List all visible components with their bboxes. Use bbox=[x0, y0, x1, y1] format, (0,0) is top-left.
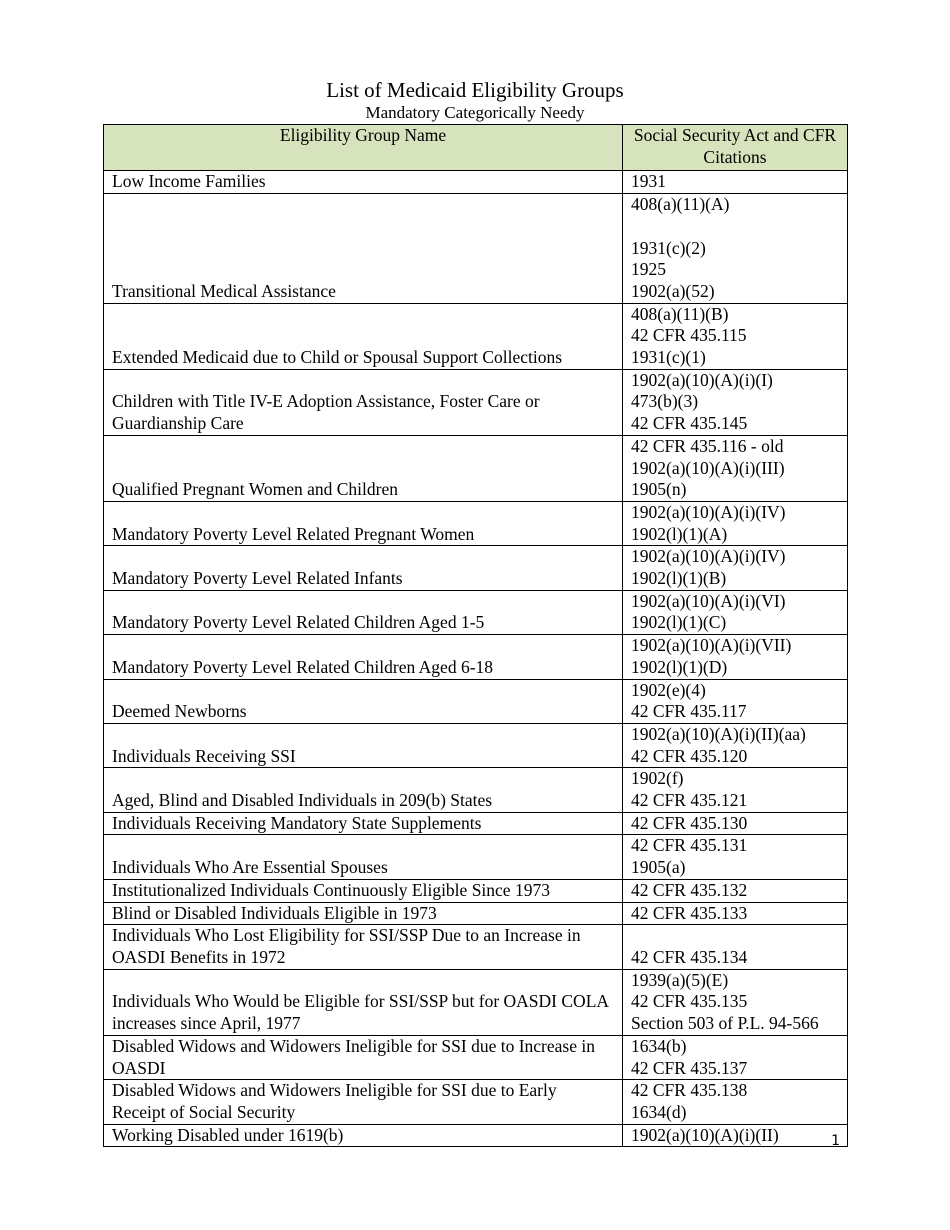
citation-line: 1902(a)(10)(A)(i)(II) bbox=[631, 1124, 779, 1145]
citation-line: 42 CFR 435.115 bbox=[631, 325, 747, 346]
table-row bbox=[104, 1080, 848, 1124]
citation-line: 1902(l)(1)(A) bbox=[631, 523, 728, 544]
citation-line: 1634(b) bbox=[631, 1035, 687, 1056]
citations-cell bbox=[623, 879, 848, 902]
table-row bbox=[104, 435, 848, 501]
citations-cell bbox=[623, 369, 848, 435]
citations-cell bbox=[623, 1035, 848, 1079]
citation-line: 1931 bbox=[631, 171, 666, 192]
table-row bbox=[104, 546, 848, 590]
eligibility-group-name: Children with Title IV-E Adoption Assistance, Foster Care or Guardianship Care bbox=[104, 369, 623, 435]
table-row bbox=[104, 879, 848, 902]
eligibility-group-name: Extended Medicaid due to Child or Spousal Support Collections bbox=[104, 303, 623, 369]
eligibility-groups-table bbox=[103, 124, 848, 1147]
citation-line bbox=[631, 216, 839, 238]
table-row bbox=[104, 501, 848, 545]
citations-cell bbox=[623, 546, 848, 590]
citation-line: 42 CFR 435.130 bbox=[631, 812, 748, 833]
table-row bbox=[104, 369, 848, 435]
citations-cell bbox=[623, 812, 848, 835]
citations-cell bbox=[623, 679, 848, 723]
table-row bbox=[104, 194, 848, 304]
citations-cell bbox=[623, 925, 848, 969]
eligibility-group-name: Individuals Receiving SSI bbox=[104, 723, 623, 767]
citation-line: 1905(a) bbox=[631, 857, 686, 878]
page-title: List of Medicaid Eligibility Groups bbox=[326, 78, 624, 102]
page-subtitle: Mandatory Categorically Needy bbox=[365, 103, 585, 122]
citation-line: 1925 bbox=[631, 259, 666, 280]
citations-cell bbox=[623, 171, 848, 194]
citation-line: 473(b)(3) bbox=[631, 391, 699, 412]
table-row bbox=[104, 171, 848, 194]
citations-cell bbox=[623, 194, 848, 304]
citation-line: 1931(c)(2) bbox=[631, 237, 706, 258]
citation-line: 1902(a)(10)(A)(i)(II)(aa) bbox=[631, 723, 806, 744]
citation-line: 1902(l)(1)(D) bbox=[631, 656, 728, 677]
eligibility-group-name: Transitional Medical Assistance bbox=[104, 194, 623, 304]
citation-line: 42 CFR 435.134 bbox=[631, 946, 748, 967]
citation-line: 42 CFR 435.121 bbox=[631, 790, 748, 811]
citation-line: 1902(a)(10)(A)(i)(III) bbox=[631, 457, 785, 478]
eligibility-group-name: Qualified Pregnant Women and Children bbox=[104, 435, 623, 501]
eligibility-group-name: Disabled Widows and Widowers Ineligible for SSI due to Early Receipt of Social Security bbox=[104, 1080, 623, 1124]
citation-line: 42 CFR 435.117 bbox=[631, 701, 747, 722]
table-header-row bbox=[104, 125, 848, 171]
citation-line: 1902(l)(1)(C) bbox=[631, 612, 727, 633]
column-header-group-name: Eligibility Group Name bbox=[104, 125, 623, 171]
table-row bbox=[104, 768, 848, 812]
citations-cell bbox=[623, 303, 848, 369]
citation-line: 1939(a)(5)(E) bbox=[631, 969, 729, 990]
table-row bbox=[104, 812, 848, 835]
eligibility-group-name: Mandatory Poverty Level Related Infants bbox=[104, 546, 623, 590]
citation-line: 1902(a)(10)(A)(i)(I) bbox=[631, 369, 773, 390]
citations-cell bbox=[623, 768, 848, 812]
table-row bbox=[104, 590, 848, 634]
page-number: 1 bbox=[831, 1133, 840, 1149]
table-row bbox=[104, 902, 848, 925]
citation-line: 408(a)(11)(A) bbox=[631, 194, 730, 215]
table-row bbox=[104, 1124, 848, 1147]
eligibility-group-name: Blind or Disabled Individuals Eligible in 1973 bbox=[104, 902, 623, 925]
table-row bbox=[104, 303, 848, 369]
eligibility-group-name: Individuals Who Lost Eligibility for SSI/SSP Due to an Increase in OASDI Benefits in 1972 bbox=[104, 925, 623, 969]
table-body bbox=[104, 171, 848, 1147]
table-row bbox=[104, 635, 848, 679]
citations-cell bbox=[623, 635, 848, 679]
eligibility-group-name: Mandatory Poverty Level Related Pregnant Women bbox=[104, 501, 623, 545]
citations-cell bbox=[623, 1124, 848, 1147]
table-row bbox=[104, 969, 848, 1035]
citations-cell bbox=[623, 902, 848, 925]
citations-cell bbox=[623, 501, 848, 545]
table-row bbox=[104, 1035, 848, 1079]
citation-line: 42 CFR 435.132 bbox=[631, 879, 748, 900]
citation-line: 42 CFR 435.131 bbox=[631, 835, 748, 856]
citation-line: 42 CFR 435.135 bbox=[631, 991, 748, 1012]
citation-line: 42 CFR 435.133 bbox=[631, 902, 748, 923]
eligibility-group-name: Institutionalized Individuals Continuously Eligible Since 1973 bbox=[104, 879, 623, 902]
citation-line: 1902(l)(1)(B) bbox=[631, 568, 727, 589]
table-row bbox=[104, 723, 848, 767]
table-row bbox=[104, 835, 848, 879]
citation-line: 1902(a)(52) bbox=[631, 280, 715, 301]
table-row bbox=[104, 925, 848, 969]
citation-line: 42 CFR 435.138 bbox=[631, 1080, 748, 1101]
eligibility-group-name: Working Disabled under 1619(b) bbox=[104, 1124, 623, 1147]
citation-line: 1902(a)(10)(A)(i)(IV) bbox=[631, 546, 786, 567]
citation-line: Section 503 of P.L. 94-566 bbox=[631, 1013, 819, 1034]
citation-line: 1905(n) bbox=[631, 479, 687, 500]
eligibility-group-name: Individuals Receiving Mandatory State Supplements bbox=[104, 812, 623, 835]
citations-cell bbox=[623, 1080, 848, 1124]
citation-line bbox=[631, 925, 839, 947]
citation-line: 1902(f) bbox=[631, 768, 684, 789]
column-header-citations: Social Security Act and CFR Citations bbox=[623, 125, 848, 171]
citation-line: 1902(a)(10)(A)(i)(VI) bbox=[631, 590, 786, 611]
citation-line: 408(a)(11)(B) bbox=[631, 303, 729, 324]
eligibility-group-name: Deemed Newborns bbox=[104, 679, 623, 723]
eligibility-group-name: Low Income Families bbox=[104, 171, 623, 194]
citation-line: 42 CFR 435.116 - old bbox=[631, 435, 784, 456]
citation-line: 1931(c)(1) bbox=[631, 347, 706, 368]
eligibility-group-name: Individuals Who Would be Eligible for SSI/SSP but for OASDI COLA increases since April, 1977 bbox=[104, 969, 623, 1035]
citations-cell bbox=[623, 969, 848, 1035]
citations-cell bbox=[623, 835, 848, 879]
eligibility-group-name: Mandatory Poverty Level Related Children Aged 6-18 bbox=[104, 635, 623, 679]
citations-cell bbox=[623, 435, 848, 501]
table-row bbox=[104, 679, 848, 723]
citation-line: 1902(e)(4) bbox=[631, 679, 706, 700]
eligibility-group-name: Individuals Who Are Essential Spouses bbox=[104, 835, 623, 879]
citation-line: 42 CFR 435.145 bbox=[631, 413, 748, 434]
citation-line: 1902(a)(10)(A)(i)(IV) bbox=[631, 501, 786, 522]
citation-line: 42 CFR 435.120 bbox=[631, 745, 748, 766]
citations-cell bbox=[623, 723, 848, 767]
citation-line: 1902(a)(10)(A)(i)(VII) bbox=[631, 635, 792, 656]
citations-cell bbox=[623, 590, 848, 634]
eligibility-group-name: Aged, Blind and Disabled Individuals in 209(b) States bbox=[104, 768, 623, 812]
eligibility-group-name: Mandatory Poverty Level Related Children Aged 1-5 bbox=[104, 590, 623, 634]
eligibility-group-name: Disabled Widows and Widowers Ineligible for SSI due to Increase in OASDI bbox=[104, 1035, 623, 1079]
citation-line: 1634(d) bbox=[631, 1101, 687, 1122]
citation-line: 42 CFR 435.137 bbox=[631, 1057, 748, 1078]
